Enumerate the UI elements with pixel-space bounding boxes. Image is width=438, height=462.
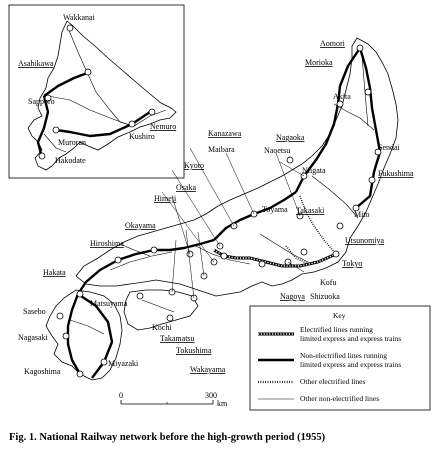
label-morioka: Morioka bbox=[305, 58, 333, 67]
label-muroran: Muroran bbox=[58, 138, 86, 147]
label-naoetsu: Naoetsu bbox=[264, 146, 291, 155]
key-item-4: Other non-electrified lines bbox=[300, 394, 380, 403]
label-kushiro: Kushiro bbox=[129, 132, 155, 141]
label-okayama: Okayama bbox=[125, 221, 156, 230]
label-matsuyama: Matsuyama bbox=[90, 299, 128, 308]
label-aomori: Aomori bbox=[320, 39, 345, 48]
label-akita: Akita bbox=[333, 92, 351, 101]
label-sendai: Sendai bbox=[378, 143, 400, 152]
label-nagoya: Nagoya bbox=[280, 292, 305, 301]
key-item-3: Other electrified lines bbox=[300, 377, 366, 386]
label-kagoshima: Kagoshima bbox=[24, 367, 61, 376]
label-shizuoka: Shizuoka bbox=[310, 292, 340, 301]
key-item-2-line1: Non-electrified lines running bbox=[300, 351, 388, 360]
label-osaka: Osaka bbox=[176, 183, 196, 192]
label-hakata: Hakata bbox=[43, 268, 66, 277]
label-toyama: Toyama bbox=[262, 205, 288, 214]
label-tokushima: Tokushima bbox=[176, 346, 212, 355]
label-nagaoka: Nagaoka bbox=[276, 133, 305, 142]
label-niigata: Niigata bbox=[302, 166, 326, 175]
label-utsunomiya: Utsunomiya bbox=[345, 236, 385, 245]
label-mito: Mito bbox=[354, 210, 370, 219]
figure-caption bbox=[9, 432, 429, 443]
hokkaido-inset-frame bbox=[9, 5, 184, 178]
label-miyazaki: Miyazaki bbox=[108, 359, 139, 368]
label-nagasaki: Nagasaki bbox=[18, 333, 48, 342]
label-wakayama: Wakayama bbox=[190, 365, 226, 374]
label-wakkanai: Wakkanai bbox=[63, 13, 95, 22]
label-asahikawa: Asahikawa bbox=[18, 59, 54, 68]
map-key bbox=[250, 306, 430, 410]
label-maibara: Maibara bbox=[208, 145, 235, 154]
label-sapporo: Sapporo bbox=[28, 97, 55, 106]
figure-label: Fig. 1. bbox=[9, 432, 37, 443]
scale-end: 300 bbox=[205, 391, 217, 400]
label-kofu: Kofu bbox=[320, 278, 337, 287]
figure-title: National Railway network before the high-growth period (1955) bbox=[39, 432, 326, 443]
key-item-2-line2: limited express and express trains bbox=[300, 360, 402, 369]
scale-bar bbox=[119, 391, 228, 408]
label-fukushima: Fukushima bbox=[378, 169, 414, 178]
key-title: Key bbox=[333, 311, 346, 320]
scale-unit: km bbox=[217, 399, 228, 408]
label-tokyo: Tokyo bbox=[342, 259, 363, 268]
key-item-1-line1: Electrified lines running bbox=[300, 325, 373, 334]
label-kochi: Kochi bbox=[152, 323, 172, 332]
key-item-1-line2: limited express and express trains bbox=[300, 334, 402, 343]
label-hakodate: Hakodate bbox=[55, 156, 86, 165]
label-sasebo: Sasebo bbox=[23, 307, 46, 316]
scale-start: 0 bbox=[119, 391, 123, 400]
other-non-electrified-lines bbox=[44, 28, 374, 334]
label-kanazawa: Kanazawa bbox=[208, 129, 242, 138]
label-kyoto: Kyoto bbox=[184, 161, 204, 170]
label-hiroshima: Hiroshima bbox=[90, 239, 124, 248]
label-takamatsu: Takamatsu bbox=[160, 334, 195, 343]
label-nemuro: Nemuro bbox=[150, 122, 177, 131]
label-himeji: Himeji bbox=[154, 194, 177, 203]
electrified-express-lines bbox=[214, 250, 336, 266]
label-takasaki: Takasaki bbox=[296, 206, 325, 215]
